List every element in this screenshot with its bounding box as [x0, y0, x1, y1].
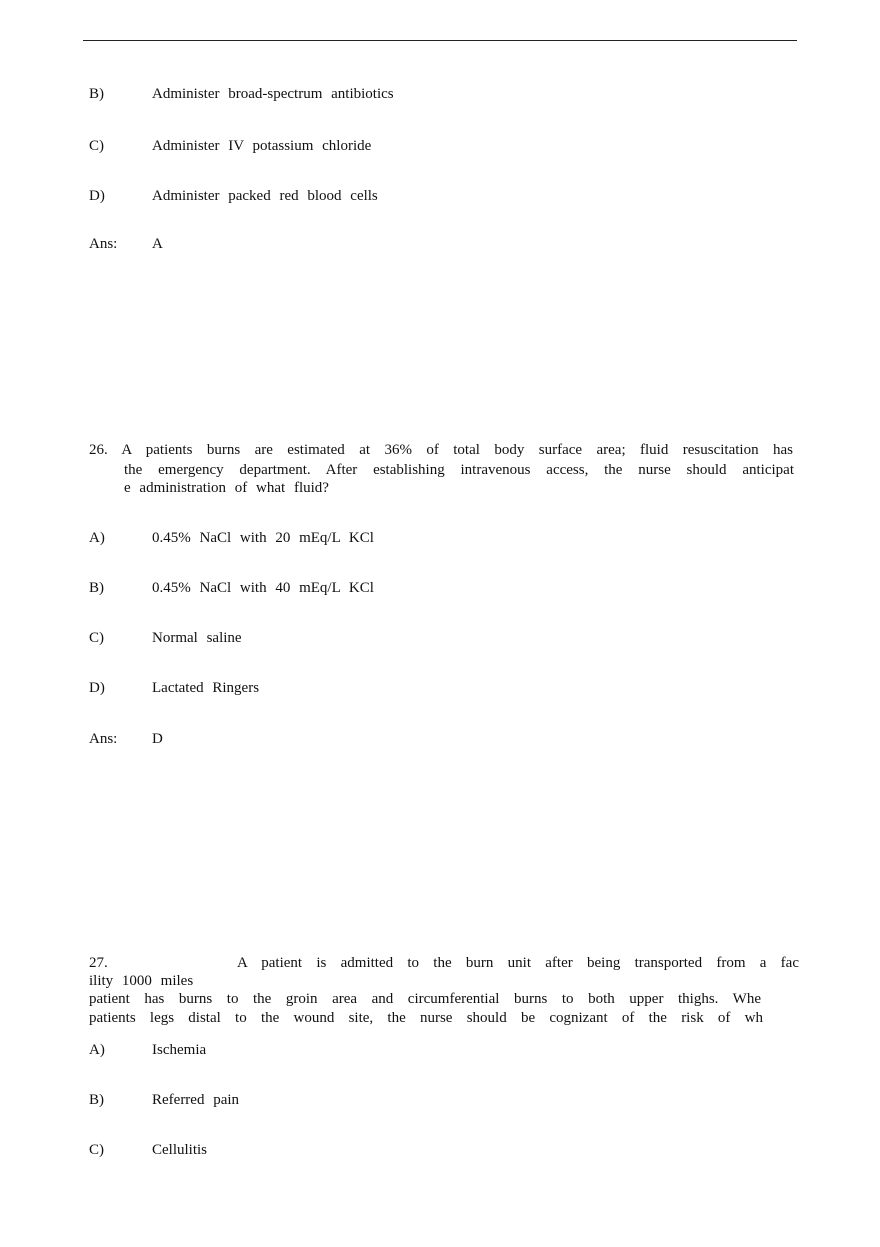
question-stem: A patient is admitted to the burn unit after being transported from a fac [237, 955, 799, 971]
option-label: C) [89, 1142, 104, 1158]
option-text: Referred pain [152, 1092, 240, 1108]
option-label: B) [89, 1092, 104, 1108]
question-stem: patients legs distal to the wound site, the nurse should be cognizant of the risk of wh [89, 1010, 763, 1026]
question-stem: ility 1000 miles [89, 973, 194, 989]
option-label: A) [89, 1042, 105, 1058]
option-label: B) [89, 86, 104, 102]
option-label: C) [89, 630, 104, 646]
question-number: 27. [89, 955, 108, 971]
question-stem: e administration of what fluid? [124, 480, 329, 496]
question-stem: patient has burns to the groin area and circumferential burns to both upper thighs. Whe [89, 991, 761, 1007]
option-text: 0.45% NaCl with 20 mEq/L KCl [152, 530, 374, 546]
header-rule [83, 40, 797, 41]
option-label: C) [89, 138, 104, 154]
question-stem: the emergency department. After establishing intravenous access, the nurse should anticipat [124, 462, 794, 478]
option-text: Ischemia [152, 1042, 207, 1058]
option-text: Normal saline [152, 630, 242, 646]
answer-value: A [152, 236, 163, 252]
answer-label: Ans: [89, 236, 118, 252]
option-label: B) [89, 580, 104, 596]
option-text: Lactated Ringers [152, 680, 260, 696]
option-text: 0.45% NaCl with 40 mEq/L KCl [152, 580, 374, 596]
option-text: Cellulitis [152, 1142, 208, 1158]
answer-value: D [152, 731, 163, 747]
answer-label: Ans: [89, 731, 118, 747]
option-label: D) [89, 188, 105, 204]
question-stem: 26. A patients burns are estimated at 36% of total body surface area; fluid resuscitation has [89, 442, 793, 458]
option-text: Administer broad-spectrum antibiotics [152, 86, 394, 102]
option-text: Administer IV potassium chloride [152, 138, 372, 154]
option-label: A) [89, 530, 105, 546]
option-label: D) [89, 680, 105, 696]
option-text: Administer packed red blood cells [152, 188, 378, 204]
